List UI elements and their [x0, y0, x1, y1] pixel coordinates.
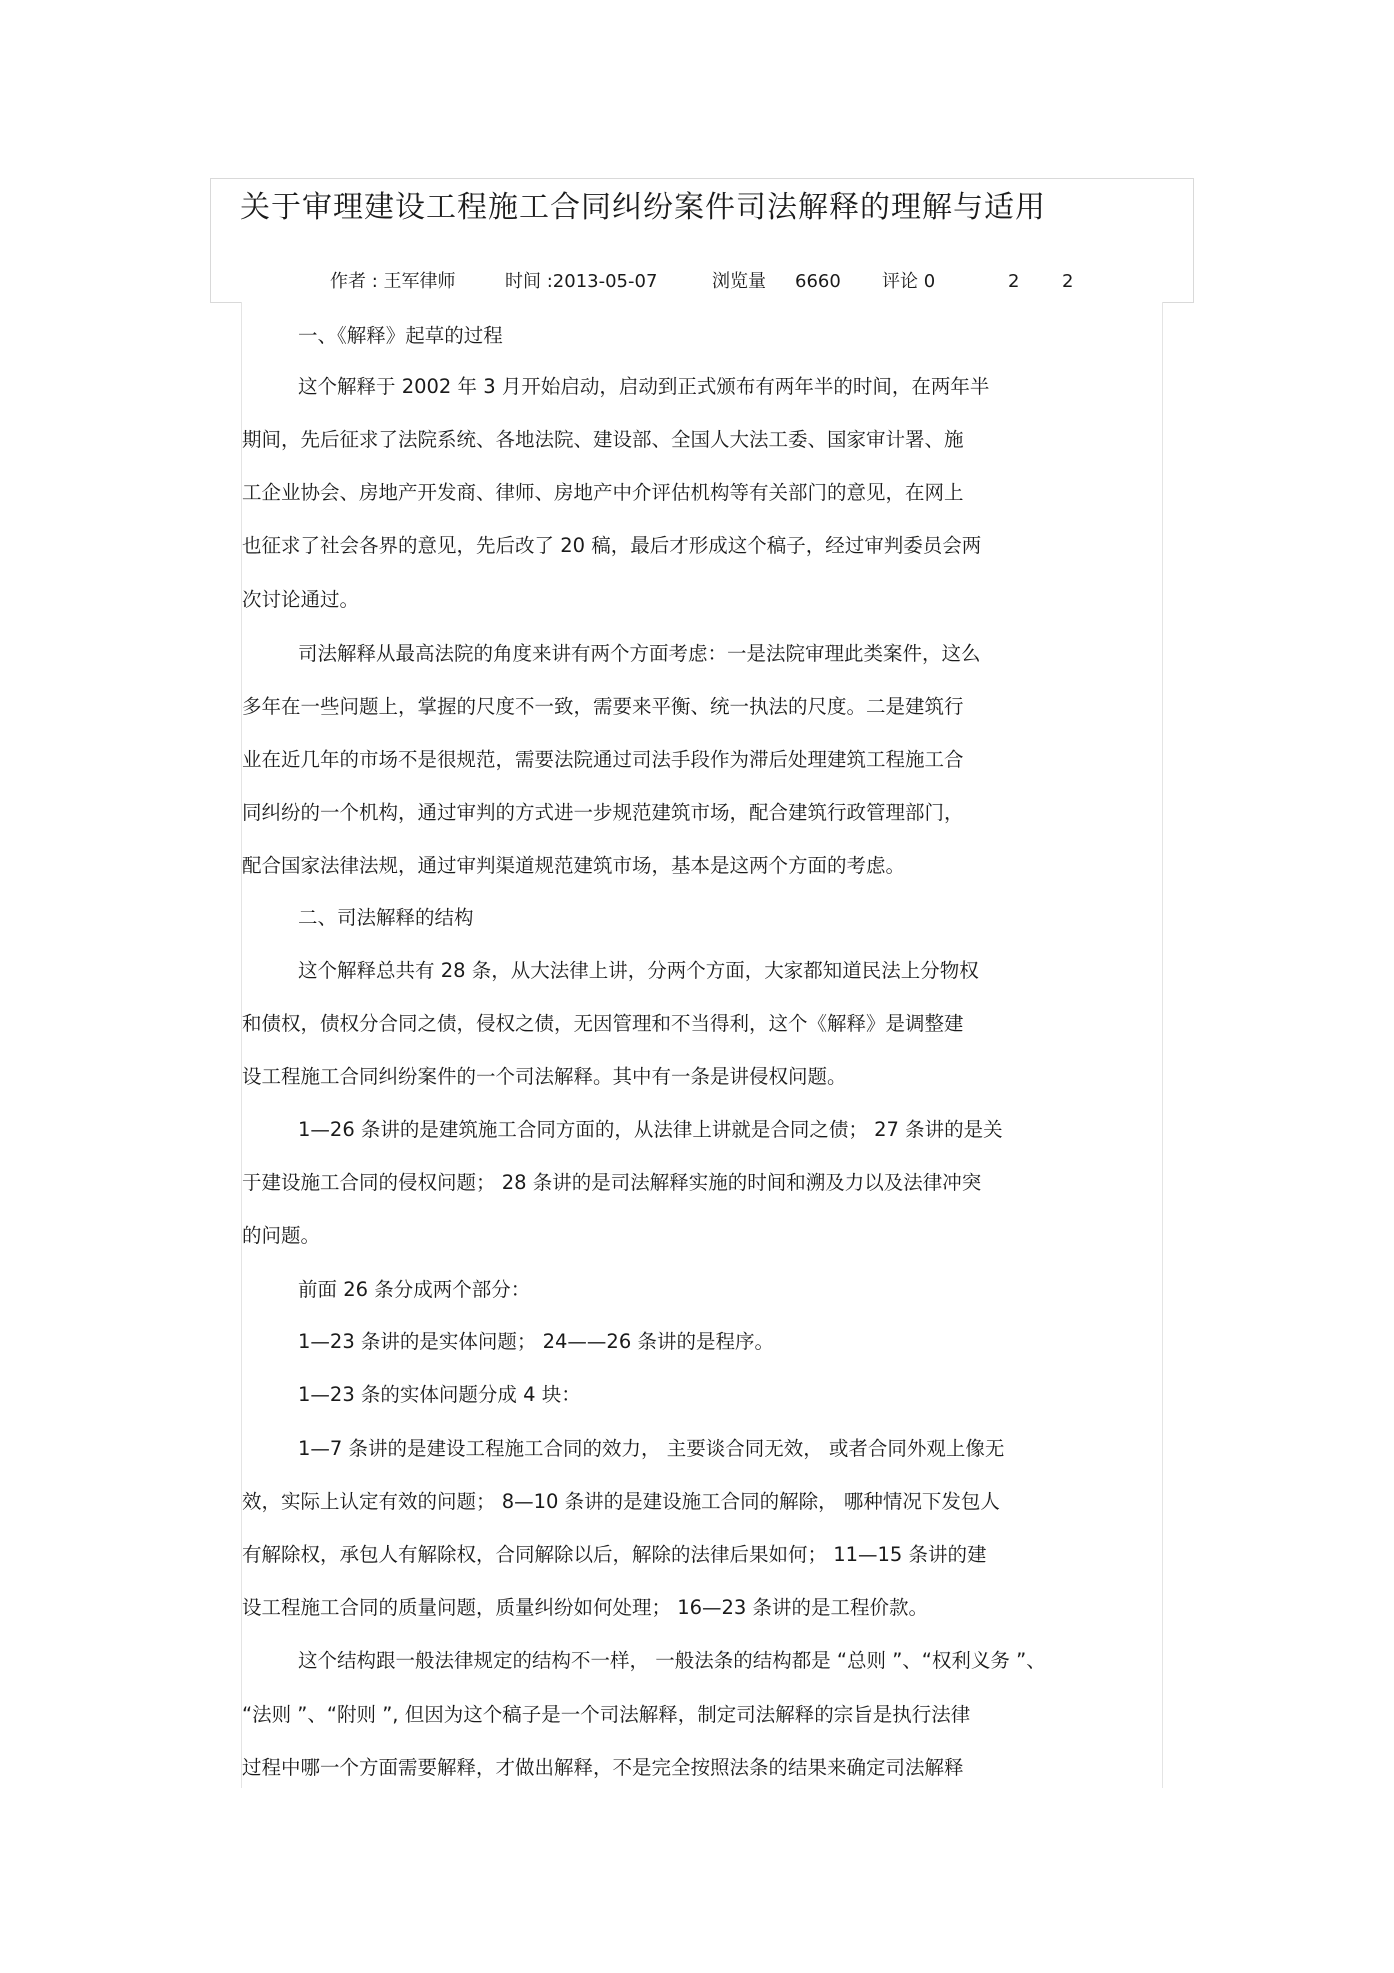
content-border-right [1162, 302, 1163, 1788]
paragraph-line: 设工程施工合同纠纷案件的一个司法解释。其中有一条是讲侵权问题。 [242, 1065, 847, 1088]
date-meta: 时间 :2013-05-07 [505, 271, 658, 292]
paragraph-line: 这个解释于 2002 年 3 月开始启动，启动到正式颁布有两年半的时间，在两年半 [298, 375, 990, 398]
section-heading: 二、司法解释的结构 [298, 906, 474, 929]
paragraph-line: 业在近几年的市场不是很规范，需要法院通过司法手段作为滞后处理建筑工程施工合 [242, 748, 964, 771]
paragraph-line: 的问题。 [242, 1224, 321, 1247]
comments-meta[interactable]: 评论 0 [882, 271, 936, 292]
paragraph-line: 和债权，债权分合同之债，侵权之债，无因管理和不当得利，这个《解释》是调整建 [242, 1012, 964, 1035]
paragraph-line: 同纠纷的一个机构，通过审判的方式进一步规范建筑市场，配合建筑行政管理部门， [242, 801, 964, 824]
paragraph-line: 司法解释从最高法院的角度来讲有两个方面考虑：一是法院审理此类案件，这么 [298, 642, 981, 665]
paragraph-line: 1—26 条讲的是建筑施工合同方面的，从法律上讲就是合同之债； 27 条讲的是关 [298, 1118, 1003, 1141]
paragraph-line: 这个解释总共有 28 条，从大法律上讲，分两个方面，大家都知道民法上分物权 [298, 959, 979, 982]
article-title: 关于审理建设工程施工合同纠纷案件司法解释的理解与适用 [240, 190, 1046, 225]
meta-number-1: 2 [1008, 271, 1020, 292]
paragraph-line: 过程中哪一个方面需要解释，才做出解释，不是完全按照法条的结果来确定司法解释 [242, 1756, 964, 1779]
meta-number-2: 2 [1062, 271, 1074, 292]
paragraph-line: 工企业协会、房地产开发商、律师、房地产中介评估机构等有关部门的意见，在网上 [242, 481, 964, 504]
paragraph-line: “法则 ”、“附则 ”, 但因为这个稿子是一个司法解释，制定司法解释的宗旨是执行法律 [242, 1703, 971, 1726]
paragraph-line: 次讨论通过。 [242, 588, 360, 611]
paragraph-line: 前面 26 条分成两个部分： [298, 1278, 531, 1301]
paragraph-line: 设工程施工合同的质量问题，质量纠纷如何处理； 16—23 条讲的是工程价款。 [242, 1596, 929, 1619]
author-meta: 作者 : 王军律师 [330, 271, 456, 292]
paragraph-line: 效，实际上认定有效的问题； 8—10 条讲的是建设施工合同的解除， 哪种情况下发包人 [242, 1490, 1000, 1513]
paragraph-line: 期间，先后征求了法院系统、各地法院、建设部、全国人大法工委、国家审计署、施 [242, 428, 964, 451]
section-heading: 一、《解释》起草的过程 [298, 324, 503, 347]
paragraph-line: 这个结构跟一般法律规定的结构不一样， 一般法条的结构都是 “总则 ”、“权利义务 ”、 [298, 1649, 1046, 1672]
paragraph-line: 多年在一些问题上，掌握的尺度不一致，需要来平衡、统一执法的尺度。二是建筑行 [242, 695, 964, 718]
frame-hook-left [210, 302, 242, 303]
paragraph-line: 1—23 条讲的是实体问题； 24——26 条讲的是程序。 [298, 1330, 774, 1353]
views-label: 浏览量 [712, 271, 766, 292]
paragraph-line: 于建设施工合同的侵权问题； 28 条讲的是司法解释实施的时间和溯及力以及法律冲突 [242, 1171, 982, 1194]
paragraph-line: 1—23 条的实体问题分成 4 块： [298, 1383, 581, 1406]
views-count: 6660 [795, 271, 841, 292]
paragraph-line: 也征求了社会各界的意见，先后改了 20 稿，最后才形成这个稿子，经过审判委员会两 [242, 534, 982, 557]
frame-hook-right [1162, 302, 1194, 303]
paragraph-line: 有解除权，承包人有解除权，合同解除以后，解除的法律后果如何； 11—15 条讲的建 [242, 1543, 987, 1566]
paragraph-line: 配合国家法律法规，通过审判渠道规范建筑市场，基本是这两个方面的考虑。 [242, 854, 906, 877]
paragraph-line: 1—7 条讲的是建设工程施工合同的效力， 主要谈合同无效， 或者合同外观上像无 [298, 1437, 1005, 1460]
